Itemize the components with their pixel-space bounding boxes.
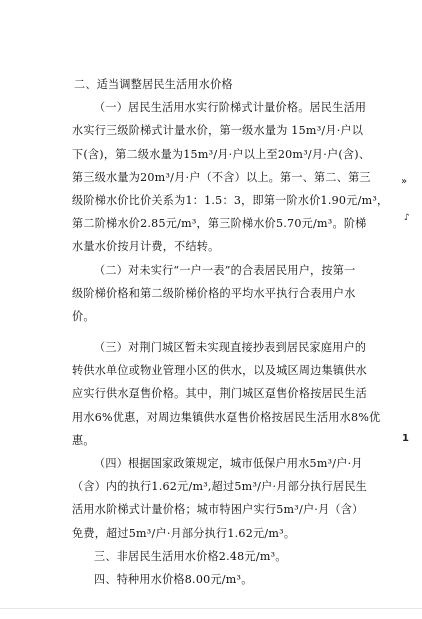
paragraph-four-line-3: 活用水阶梯式计量价格；城市特困户实行5m³/户·月（含） (72, 503, 364, 517)
margin-mark-2: ♪ (404, 213, 410, 223)
section-heading-three: 三、非居民生活用水价格2.48元/m³。 (94, 549, 287, 563)
paragraph-three-line-4: 用水6%优惠，对周边集镇供水趸售价格按居民生活用水8%优 (72, 410, 381, 424)
paragraph-three-line-1: （三）对荆门城区暂未实现直接抄表到居民家庭用户的 (94, 341, 367, 355)
margin-mark-3: 1 (402, 433, 409, 444)
margin-mark-1: » (401, 176, 408, 187)
document-body (72, 73, 389, 591)
paragraph-four-line-2: （含）内的执行1.62元/m³,超过5m³/户·月部分执行居民生 (72, 480, 368, 494)
paragraph-one-line-3: 下(含)，第二级水量为15m³/月·户以上至20m³/月·户(含)、 (72, 147, 371, 161)
section-heading-four: 四、特种用水价格8.00元/m³。 (94, 572, 253, 586)
paragraph-four-line-4: 免费，超过5m³/户·月部分执行1.62元/m³。 (72, 526, 296, 540)
paragraph-one-line-5: 级阶梯水价比价关系为1：1.5：3，即第一阶水价1.90元/m³， (72, 193, 389, 207)
paragraph-two-line-2: 级阶梯价格和第二级阶梯价格的平均水平执行合表用户水 (72, 286, 356, 300)
paragraph-one-line-1: （一）居民生活用水实行阶梯式计量价格。居民生活用 (94, 101, 367, 115)
paragraph-one-line-2: 水实行三级阶梯式计量水价，第一级水量为 15m³/月·户以 (72, 124, 364, 138)
paragraph-two-line-1: （二）对未实行“一户一表”的合表居民用户，按第一 (94, 263, 356, 277)
section-heading-two: 二、适当调整居民生活用水价格 (74, 78, 233, 91)
paragraph-three-line-5: 惠。 (72, 433, 95, 447)
paragraph-spacer (72, 328, 372, 336)
paragraph-one-line-6: 第二阶梯水价2.85元/m³，第三阶梯水价5.70元/m³。阶梯 (72, 217, 367, 231)
paragraph-three-line-3: 应实行供水趸售价格。其中，荆门城区趸售价格按居民生活 (72, 387, 367, 401)
paragraph-three-line-2: 转供水单位或物业管理小区的供水，以及城区周边集镇供水 (72, 364, 367, 378)
page-bottom-divider (0, 608, 422, 609)
paragraph-two-line-3: 价。 (72, 309, 95, 323)
paragraph-one-line-4: 第三级水量为20m³/月·户（不含）以上。第一、第二、第三 (72, 170, 371, 184)
paragraph-one-line-7: 水量水价按月计费，不结转。 (72, 240, 220, 254)
paragraph-four-line-1: （四）根据国家政策规定，城市低保户用水5m³/户·月 (94, 457, 363, 470)
